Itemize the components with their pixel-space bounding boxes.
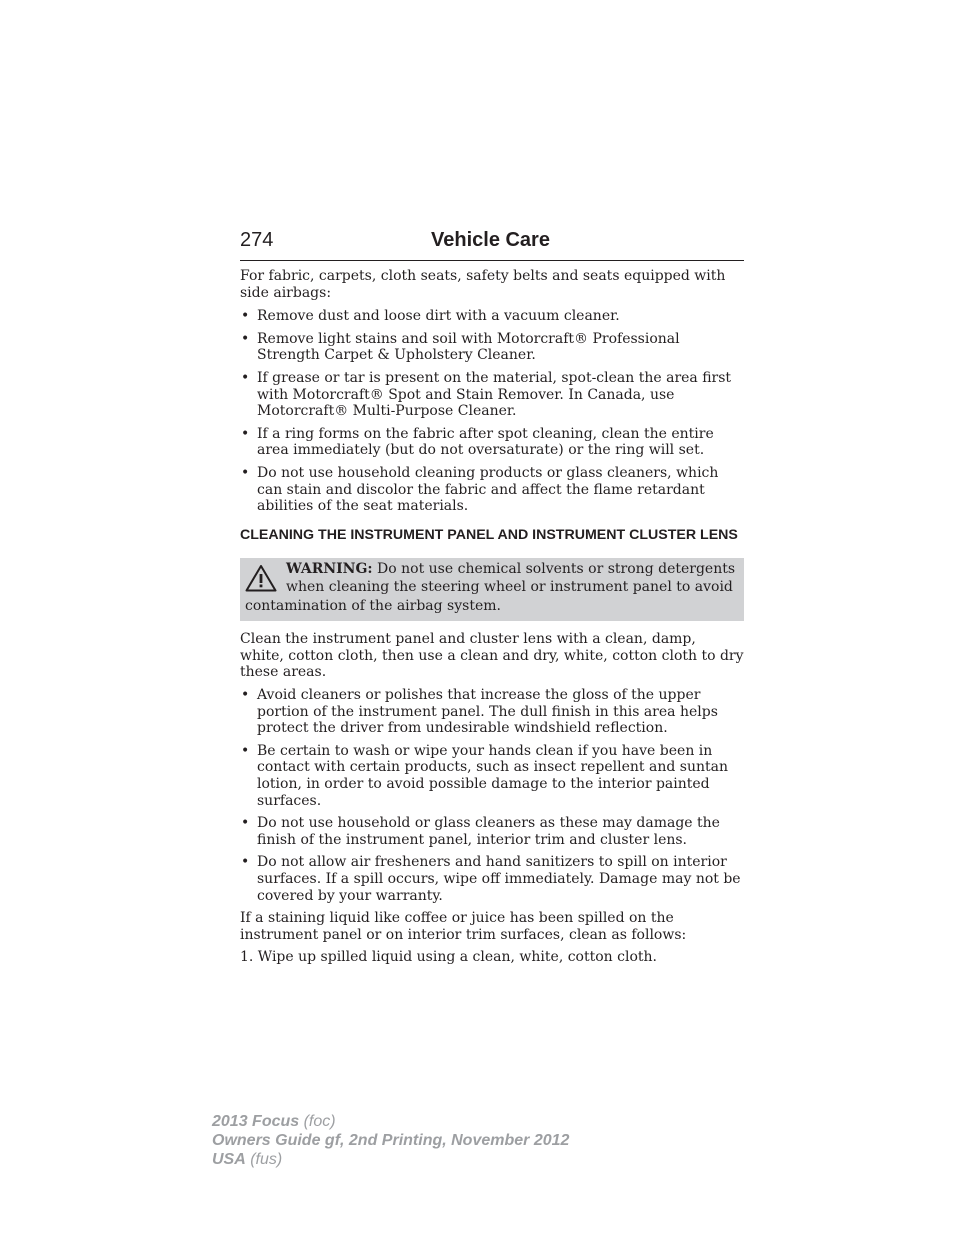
list-item: • Remove light stains and soil with Motorcraft® Professional Strength Carpet & Upholstery Cleaner. <box>241 330 680 364</box>
list-item: • If a ring forms on the fabric after spot cleaning, clean the entire area immediately (but do not oversaturate) or the ring will set. <box>241 425 714 459</box>
instrument-panel-list <box>240 687 744 904</box>
bullet-icon: • <box>241 308 250 325</box>
spill-paragraph: If a staining liquid like coffee or juice has been spilled on the instrument panel or on interior trim surfaces, clean as follows: <box>240 910 687 943</box>
bullet-icon: • <box>241 369 250 386</box>
bullet-icon: • <box>241 330 250 347</box>
footer-line-guide: Owners Guide gf, 2nd Printing, November 2012 <box>212 1132 570 1149</box>
warning-triangle-icon <box>245 564 277 592</box>
cleaning-paragraph: Clean the instrument panel and cluster lens with a clean, damp, white, cotton cloth, then use a clean and dry, white, cotton cloth to dry these areas. <box>240 631 744 681</box>
list-item: • If grease or tar is present on the material, spot-clean the area first with Motorcraft® Spot and Stain Remover. In Canada, use Motorcraft® Multi-Purpose Cleaner. <box>241 369 732 420</box>
bullet-icon: • <box>241 687 250 703</box>
bullet-icon: • <box>241 425 250 442</box>
warning-label: WARNING: <box>286 560 373 577</box>
list-item: • Be certain to wash or wipe your hands clean if you have been in contact with certain products, such as insect repellent and suntan lotion, in order to avoid possible damage to the interior painted surfaces. <box>241 742 728 809</box>
bullet-icon: • <box>241 464 250 481</box>
list-item: • Do not allow air fresheners and hand sanitizers to spill on interior surfaces. If a spill occurs, wipe off immediately. Damage may not be covered by your warranty. <box>241 854 741 904</box>
section-heading: CLEANING THE INSTRUMENT PANEL AND INSTRUMENT CLUSTER LENS <box>240 526 738 543</box>
page-content <box>240 268 744 966</box>
warning-message: Do not use chemical solvents or strong detergents when cleaning the steering wheel or instrument panel to avoid contamination of the airbag system. <box>245 560 736 614</box>
list-item: • Do not use household or glass cleaners as these may damage the finish of the instrument panel, interior trim and cluster lens. <box>241 815 720 848</box>
document-footer <box>212 1112 569 1169</box>
footer-line-model: 2013 Focus (foc) <box>212 1113 336 1130</box>
page-number: 274 <box>240 229 274 251</box>
warning-box <box>240 558 744 622</box>
warning-text <box>245 560 738 616</box>
bullet-icon: • <box>241 815 250 832</box>
list-item: • Remove dust and loose dirt with a vacuum cleaner. <box>241 308 620 325</box>
list-item: • Avoid cleaners or polishes that increase the gloss of the upper portion of the instrument panel. The dull finish in this area helps protect the driver from undesirable windshield reflection. <box>241 687 718 737</box>
page-header <box>240 228 744 261</box>
footer-line-market: USA (fus) <box>212 1151 283 1168</box>
list-item: • Do not use household cleaning products or glass cleaners, which can stain and discolor the fabric and affect the flame retardant abilities of the seat materials. <box>241 464 719 515</box>
bullet-icon: • <box>241 742 250 759</box>
page-title: Vehicle Care <box>431 229 550 251</box>
bullet-icon: • <box>241 854 250 871</box>
fabric-cleaning-list <box>240 308 744 515</box>
step-item: 1. Wipe up spilled liquid using a clean, white, cotton cloth. <box>240 949 657 966</box>
intro-paragraph: For fabric, carpets, cloth seats, safety belts and seats equipped with side airbags: <box>240 268 726 301</box>
